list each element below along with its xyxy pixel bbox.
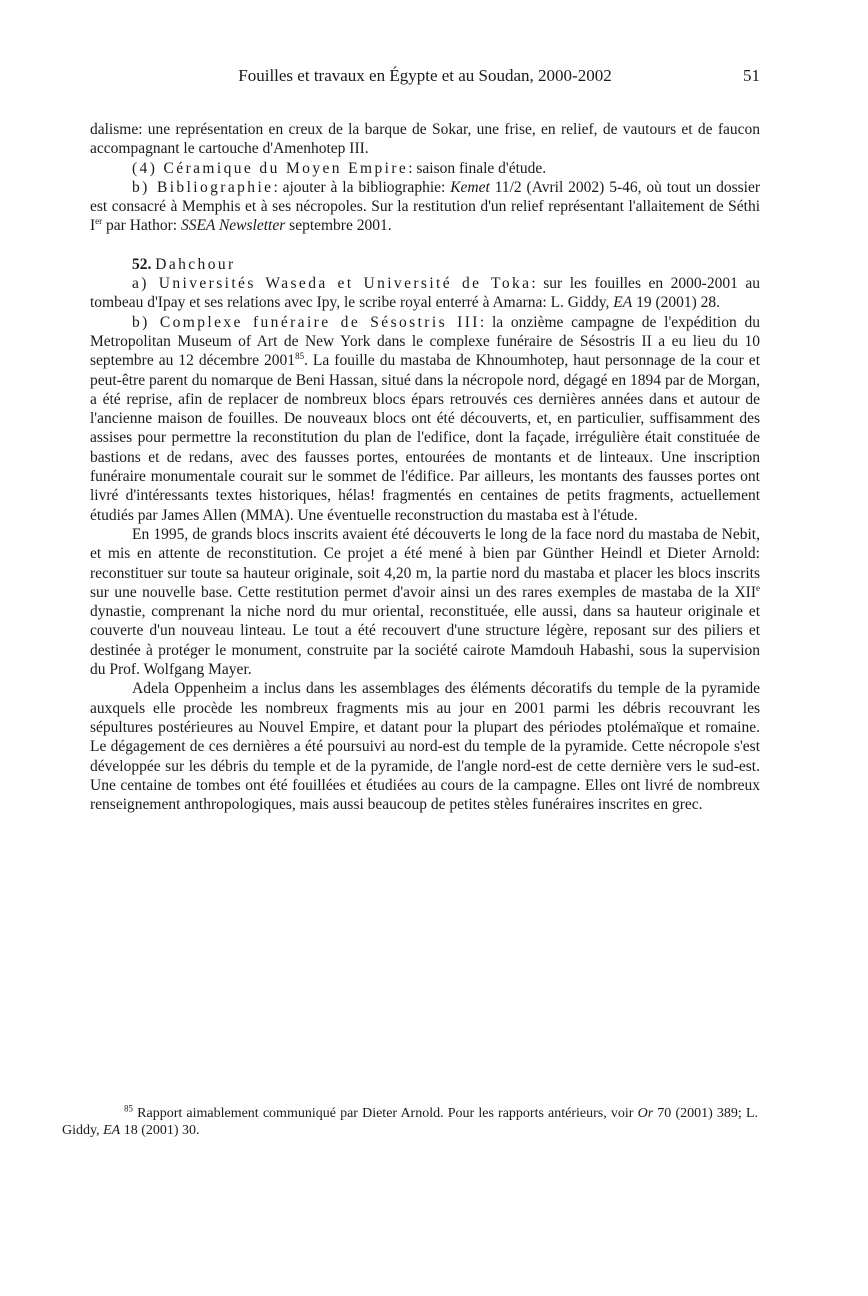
footnotes: [62, 1105, 758, 1139]
running-title: Fouilles et travaux en Égypte et au Soudan, 2000-2002: [238, 66, 612, 85]
paragraph-bibliographie: b) Bibliographie: ajouter à la bibliographie: Kemet 11/2 (Avril 2002) 5-46, où tout un dossier est consacré à Memphis et à ses nécropoles. Sur la restitution d'un relief représentant l'allaitement de Séthi Ier par Hathor: SSEA Newsletter septembre 2001.: [90, 178, 761, 235]
paragraph-sesostris: b) Complexe funéraire de Sésostris III: la onzième campagne de l'expédition du Metropolitan Museum of Art de New York dans le complexe funéraire de Sésostris II a eu lieu du 10 septembre au 12 décembre 2001$^{85}$. La fouille du mastaba de Khnoumhotep, haut personnage de la cour et peut-être parent du nomarque de Beni Hassan, situé dans la nécropole nord, dégagé en 1894 par de Morgan, a été reprise, afin de replacer de nombreux blocs épars retrouvés ces dernières années dans et autour de l'ancienne maison de fouilles. De nouveaux blocs ont été découverts, et, en particulier, suffisamment des assises pour permettre la reconstitution du plan de l'edifice, dont la façade, irrégulière était constituée de bastions et de redans, avec des fausses portes, entourées de montants et de linteaux. Une inscription funéraire monumentale courait sur le sommet de l'édifice. Par ailleurs, les montants des fausses portes ont livré d'intéressants textes historiques, hélas! fragmentés en centaines de petits fragments, actuellement étudiés par James Allen (MMA). Une éventuelle reconstruction du mastaba est à l'étude.: [90, 313, 760, 524]
paragraph-oppenheim: Adela Oppenheim a inclus dans les assemblages des éléments décoratifs du temple de la pyramide auxquels elle procède les nombreux fragments mis au jour en 2001 parmi les débris recouvrant les sépultures postérieures au Nouvel Empire, et datant pour la plupart des périodes ptolémaïque et romaine. Le dégagement de ces dernières a été poursuivi au nord-est du temple de la pyramide. Cette nécropole s'est développée sur les débris du temple et de la pyramide, de l'angle nord-est de cette dernière vers le sud-est. Une centaine de tombes ont été fouillées et étudiées au cours de la campagne. Elles ont livré de nombreux renseignement anthropologiques, mais aussi beaucoup de petites stèles funéraires inscrites en grec.: [90, 680, 760, 814]
footnote-ref[interactable]: 85: [295, 351, 305, 362]
section-heading: [90, 255, 760, 274]
paragraph-nebit: En 1995, de grands blocs inscrits avaient été découverts le long de la face nord du mastaba de Nebit, et mis en attente de reconstitution. Ce projet a été mené à bien par Günther Heindl et Dieter Arnold: reconstituer sur toute sa hauteur originale, soit 4,20 m, la partie nord du mastaba et placer les blocs inscrits sur une nouvelle base. Cette restitution permet d'avoir ainsi un des rares exemples de mastaba de la XIIe dynastie, comprenant la niche nord du mur oriental, reconstituée, elle aussi, dans sa hauteur originale et couverte d'un nouveau linteau. Le tout a été recouvert d'une structure légère, reposant sur des piliers et destinée à protéger le monument, construite par la société cairote Mamdouh Habashi, sous la supervision du Prof. Wolfgang Mayer.: [90, 525, 760, 679]
running-header: [90, 60, 760, 88]
item-label: b) Complexe funéraire de Sésostris III: [132, 313, 480, 331]
item-label: a) Universités Waseda et Université de Toka: [132, 275, 532, 293]
journal-title: EA: [613, 294, 633, 312]
paragraph-waseda: a) Universités Waseda et Université de Toka: sur les fouilles en 2000-2001 au tombeau d'Ipay et ses relations avec Ipy, le scribe royal enterré à Amarna: L. Giddy, EA 19 (2001) 28.: [90, 275, 760, 312]
journal-title: EA: [103, 1123, 121, 1138]
item-label: (4) Céramique du Moyen Empire: [132, 159, 409, 177]
paragraph-continuation: dalisme: une représentation en creux de la barque de Sokar, une frise, en relief, de vautours et de faucon accompagnant le cartouche d'Amenhotep III.: [90, 121, 760, 158]
section-title: Dahchour: [155, 255, 236, 273]
footnote: $^{85}$ Rapport aimablement communiqué par Dieter Arnold. Pour les rapports antérieurs, voir Or 70 (2001) 389; L. Giddy, EA 18 (2001) 30.: [62, 1103, 758, 1138]
journal-title: Or: [637, 1106, 654, 1121]
page-number: 51: [743, 66, 760, 85]
footnote-number: 85: [124, 1103, 133, 1114]
main-text: [90, 120, 760, 814]
section-number: 52.: [132, 255, 152, 273]
page: [90, 60, 760, 814]
item-label: b) Bibliographie: [132, 178, 274, 196]
paragraph-ceramique: (4) Céramique du Moyen Empire: saison finale d'étude.: [132, 159, 547, 177]
journal-title: Kemet: [450, 178, 490, 196]
journal-title: SSEA Newsletter: [180, 217, 286, 235]
